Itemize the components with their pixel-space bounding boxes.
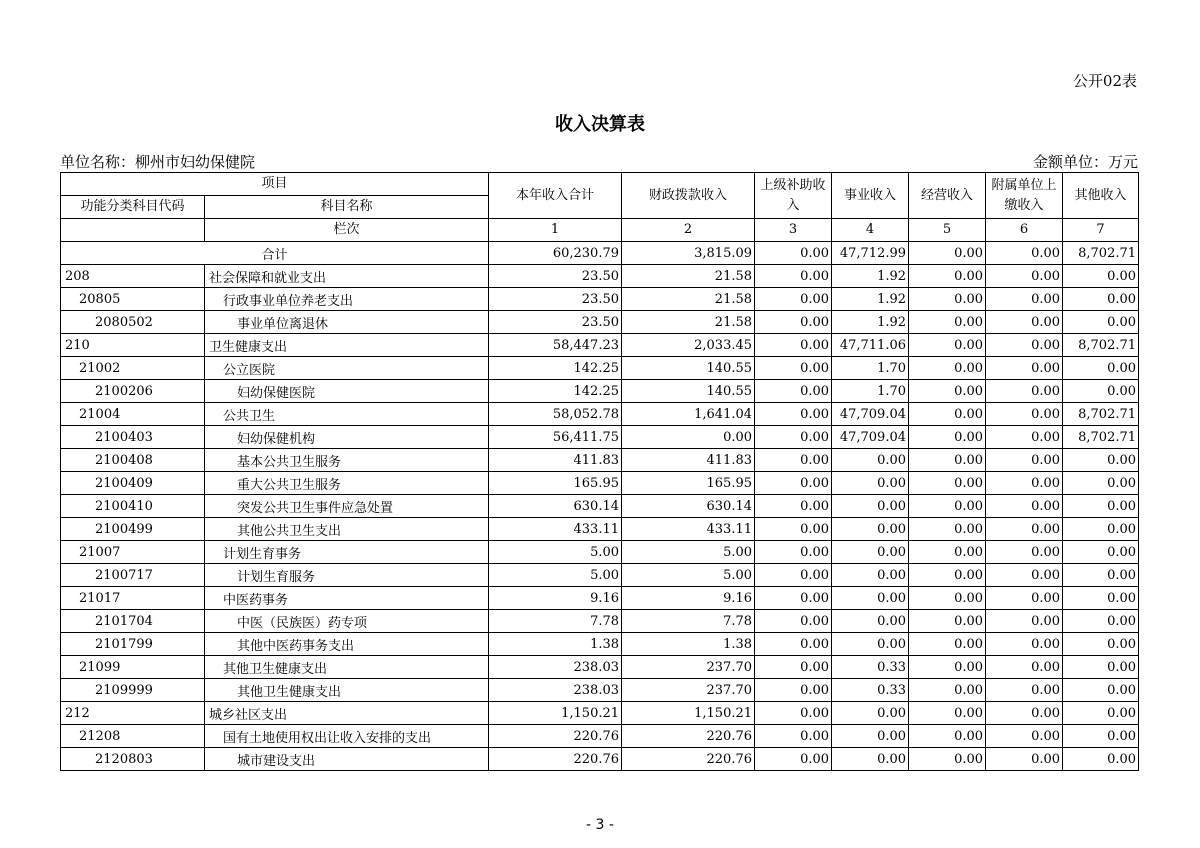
amount-cell: 0.00	[909, 426, 986, 449]
amount-cell: 142.25	[489, 380, 622, 403]
subject-name: 国有土地使用权出让收入安排的支出	[205, 725, 489, 748]
subject-name: 中医药事务	[205, 587, 489, 610]
amount-cell: 0.00	[986, 725, 1063, 748]
subject-name: 卫生健康支出	[205, 334, 489, 357]
subject-name: 妇幼保健机构	[205, 426, 489, 449]
unit-line	[60, 151, 1138, 172]
amount-cell: 0.00	[755, 334, 832, 357]
subject-code: 2100403	[61, 426, 205, 449]
unit-name: 单位名称：柳州市妇幼保健院	[60, 153, 256, 171]
amount-cell: 0.00	[755, 265, 832, 288]
amount-cell: 0.00	[1063, 656, 1139, 679]
amount-cell: 0.00	[986, 564, 1063, 587]
amount-cell: 58,447.23	[489, 334, 622, 357]
amount-cell: 0.00	[909, 725, 986, 748]
amount-cell: 0.00	[755, 702, 832, 725]
amount-cell: 0.00	[1063, 495, 1139, 518]
amount-cell: 220.76	[622, 725, 755, 748]
header-affiliated	[986, 173, 1063, 219]
subject-name: 城乡社区支出	[205, 702, 489, 725]
amount-cell: 0.00	[909, 633, 986, 656]
header-idx-2: 2	[622, 219, 755, 242]
subject-code: 2120803	[61, 748, 205, 771]
header-business: 事业收入	[832, 173, 909, 219]
total-row	[61, 242, 1139, 265]
amount-cell: 0.00	[755, 426, 832, 449]
amount-cell: 1,641.04	[622, 403, 755, 426]
amount-cell: 0.00	[986, 702, 1063, 725]
amount-cell: 630.14	[622, 495, 755, 518]
amount-cell: 0.00	[1063, 564, 1139, 587]
amount-cell: 0.00	[832, 610, 909, 633]
amount-cell: 0.00	[755, 380, 832, 403]
amount-cell: 5.00	[622, 541, 755, 564]
table-body	[61, 242, 1139, 771]
subject-code: 2101704	[61, 610, 205, 633]
amount-cell: 0.00	[986, 518, 1063, 541]
amount-cell: 0.00	[909, 265, 986, 288]
header-affiliated-line2: 缴收入	[1004, 197, 1044, 213]
amount-cell: 0.00	[986, 426, 1063, 449]
subject-code: 2109999	[61, 679, 205, 702]
amount-cell: 0.00	[755, 495, 832, 518]
amount-cell: 0.00	[755, 357, 832, 380]
amount-cell: 140.55	[622, 380, 755, 403]
header-fiscal: 财政拨款收入	[622, 173, 755, 219]
amount-cell: 0.00	[909, 334, 986, 357]
amount-cell: 9.16	[489, 587, 622, 610]
amount-cell: 0.00	[909, 610, 986, 633]
amount-cell: 0.00	[909, 518, 986, 541]
total-value: 47,712.99	[832, 242, 909, 265]
amount-cell: 0.00	[1063, 288, 1139, 311]
subject-name: 计划生育服务	[205, 564, 489, 587]
subject-name: 行政事业单位养老支出	[205, 288, 489, 311]
amount-cell: 8,702.71	[1063, 334, 1139, 357]
amount-cell: 220.76	[489, 748, 622, 771]
subject-code: 2100408	[61, 449, 205, 472]
subject-name: 其他中医药事务支出	[205, 633, 489, 656]
subject-name: 基本公共卫生服务	[205, 449, 489, 472]
amount-cell: 0.00	[909, 587, 986, 610]
amount-cell: 433.11	[622, 518, 755, 541]
table-row	[61, 449, 1139, 472]
amount-cell: 0.00	[1063, 472, 1139, 495]
amount-cell: 0.00	[909, 357, 986, 380]
header-idx-3: 3	[755, 219, 832, 242]
total-value: 0.00	[755, 242, 832, 265]
amount-cell: 21.58	[622, 288, 755, 311]
header-code: 功能分类科目代码	[61, 196, 205, 219]
table-row	[61, 633, 1139, 656]
header-idx-7: 7	[1063, 219, 1139, 242]
table-row	[61, 495, 1139, 518]
table-row	[61, 518, 1139, 541]
amount-cell: 0.00	[832, 633, 909, 656]
amount-cell: 0.00	[909, 702, 986, 725]
amount-cell: 8,702.71	[1063, 426, 1139, 449]
amount-cell: 2,033.45	[622, 334, 755, 357]
subject-code: 20805	[61, 288, 205, 311]
subject-code: 210	[61, 334, 205, 357]
subject-code: 2101799	[61, 633, 205, 656]
subject-code: 21208	[61, 725, 205, 748]
amount-cell: 0.00	[1063, 357, 1139, 380]
total-label: 合计	[61, 242, 489, 265]
amount-cell: 0.00	[1063, 265, 1139, 288]
subject-code: 21007	[61, 541, 205, 564]
amount-cell: 0.00	[1063, 587, 1139, 610]
table-row	[61, 472, 1139, 495]
amount-cell: 0.00	[986, 265, 1063, 288]
total-value: 0.00	[909, 242, 986, 265]
amount-cell: 0.00	[986, 633, 1063, 656]
page-number: - 3 -	[586, 817, 614, 833]
amount-cell: 0.00	[755, 311, 832, 334]
header-superior	[755, 173, 832, 219]
amount-cell: 5.00	[489, 564, 622, 587]
amount-cell: 1.38	[622, 633, 755, 656]
amount-cell: 0.33	[832, 679, 909, 702]
total-value: 0.00	[986, 242, 1063, 265]
subject-name: 突发公共卫生事件应急处置	[205, 495, 489, 518]
amount-cell: 1.92	[832, 288, 909, 311]
amount-cell: 140.55	[622, 357, 755, 380]
header-operating: 经营收入	[909, 173, 986, 219]
amount-cell: 0.00	[909, 449, 986, 472]
amount-cell: 0.00	[832, 748, 909, 771]
amount-cell: 0.00	[1063, 725, 1139, 748]
amount-cell: 9.16	[622, 587, 755, 610]
table-row	[61, 656, 1139, 679]
amount-cell: 165.95	[489, 472, 622, 495]
subject-code: 212	[61, 702, 205, 725]
subject-code: 2100717	[61, 564, 205, 587]
table-row	[61, 265, 1139, 288]
amount-cell: 0.00	[832, 564, 909, 587]
total-value: 60,230.79	[489, 242, 622, 265]
total-value: 3,815.09	[622, 242, 755, 265]
subject-name: 事业单位离退休	[205, 311, 489, 334]
amount-cell: 0.00	[755, 472, 832, 495]
amount-cell: 58,052.78	[489, 403, 622, 426]
amount-cell: 0.00	[832, 725, 909, 748]
subject-name: 计划生育事务	[205, 541, 489, 564]
table-row	[61, 403, 1139, 426]
subject-code: 2100206	[61, 380, 205, 403]
table-row	[61, 311, 1139, 334]
amount-cell: 0.00	[1063, 449, 1139, 472]
form-number: 公开02表	[1072, 72, 1137, 90]
amount-cell: 1.70	[832, 357, 909, 380]
header-item: 项目	[61, 173, 489, 196]
amount-cell: 237.70	[622, 679, 755, 702]
amount-cell: 0.00	[909, 380, 986, 403]
subject-name: 中医（民族医）药专项	[205, 610, 489, 633]
amount-cell: 0.00	[986, 472, 1063, 495]
amount-cell: 0.00	[909, 679, 986, 702]
amount-cell: 165.95	[622, 472, 755, 495]
amount-cell: 0.00	[909, 748, 986, 771]
table-row	[61, 334, 1139, 357]
subject-code: 21004	[61, 403, 205, 426]
subject-name: 城市建设支出	[205, 748, 489, 771]
header-blank	[61, 219, 205, 242]
header-superior-line2: 入	[786, 197, 800, 213]
header-superior-line1: 上级补助收	[760, 177, 826, 193]
subject-name: 其他公共卫生支出	[205, 518, 489, 541]
table-row	[61, 288, 1139, 311]
amount-cell: 0.00	[1063, 518, 1139, 541]
amount-cell: 0.00	[986, 334, 1063, 357]
table-row	[61, 426, 1139, 449]
table-row	[61, 564, 1139, 587]
subject-code: 21099	[61, 656, 205, 679]
header-name: 科目名称	[205, 196, 489, 219]
amount-cell: 5.00	[489, 541, 622, 564]
header-column-index: 栏次	[205, 219, 489, 242]
amount-cell: 1.92	[832, 311, 909, 334]
table-row	[61, 725, 1139, 748]
subject-code: 2080502	[61, 311, 205, 334]
subject-name: 其他卫生健康支出	[205, 656, 489, 679]
amount-cell: 0.00	[986, 288, 1063, 311]
table-header	[61, 173, 1139, 242]
amount-cell: 23.50	[489, 288, 622, 311]
amount-cell: 220.76	[622, 748, 755, 771]
amount-cell: 0.00	[1063, 610, 1139, 633]
amount-cell: 238.03	[489, 656, 622, 679]
amount-cell: 0.00	[755, 725, 832, 748]
amount-cell: 0.00	[1063, 380, 1139, 403]
amount-cell: 0.00	[755, 679, 832, 702]
amount-cell: 21.58	[622, 265, 755, 288]
amount-cell: 0.00	[755, 633, 832, 656]
amount-cell: 0.00	[832, 495, 909, 518]
amount-cell: 0.00	[755, 518, 832, 541]
income-final-account-table	[60, 172, 1139, 771]
header-other: 其他收入	[1063, 173, 1139, 219]
subject-name: 社会保障和就业支出	[205, 265, 489, 288]
amount-cell: 238.03	[489, 679, 622, 702]
amount-cell: 0.00	[1063, 748, 1139, 771]
amount-cell: 630.14	[489, 495, 622, 518]
table-row	[61, 357, 1139, 380]
subject-name: 公立医院	[205, 357, 489, 380]
amount-cell: 0.00	[986, 311, 1063, 334]
amount-cell: 220.76	[489, 725, 622, 748]
subject-name: 妇幼保健医院	[205, 380, 489, 403]
amount-cell: 47,709.04	[832, 426, 909, 449]
header-idx-5: 5	[909, 219, 986, 242]
amount-cell: 56,411.75	[489, 426, 622, 449]
table-row	[61, 587, 1139, 610]
amount-cell: 0.00	[755, 564, 832, 587]
amount-cell: 0.33	[832, 656, 909, 679]
amount-cell: 0.00	[986, 748, 1063, 771]
amount-cell: 0.00	[1063, 633, 1139, 656]
amount-cell: 0.00	[755, 656, 832, 679]
amount-cell: 0.00	[1063, 702, 1139, 725]
subject-name: 公共卫生	[205, 403, 489, 426]
header-total: 本年收入合计	[489, 173, 622, 219]
amount-cell: 0.00	[909, 311, 986, 334]
amount-cell: 0.00	[909, 472, 986, 495]
amount-cell: 8,702.71	[1063, 403, 1139, 426]
total-value: 8,702.71	[1063, 242, 1139, 265]
amount-cell: 7.78	[489, 610, 622, 633]
amount-cell: 0.00	[986, 679, 1063, 702]
amount-cell: 0.00	[986, 380, 1063, 403]
table-row	[61, 748, 1139, 771]
amount-cell: 0.00	[986, 357, 1063, 380]
amount-cell: 5.00	[622, 564, 755, 587]
amount-cell: 0.00	[909, 403, 986, 426]
amount-cell: 1.38	[489, 633, 622, 656]
amount-cell: 0.00	[832, 449, 909, 472]
header-idx-4: 4	[832, 219, 909, 242]
amount-cell: 0.00	[832, 541, 909, 564]
amount-cell: 0.00	[755, 610, 832, 633]
amount-cell: 0.00	[986, 610, 1063, 633]
header-idx-6: 6	[986, 219, 1063, 242]
subject-name: 其他卫生健康支出	[205, 679, 489, 702]
amount-cell: 0.00	[755, 449, 832, 472]
amount-cell: 0.00	[986, 495, 1063, 518]
amount-cell: 0.00	[755, 748, 832, 771]
amount-cell: 0.00	[832, 702, 909, 725]
table-row	[61, 679, 1139, 702]
amount-cell: 1.92	[832, 265, 909, 288]
table-row	[61, 610, 1139, 633]
header-affiliated-line1: 附属单位上	[991, 177, 1057, 193]
amount-cell: 1.70	[832, 380, 909, 403]
amount-cell: 237.70	[622, 656, 755, 679]
report-title: 收入决算表	[555, 114, 645, 135]
amount-cell: 0.00	[832, 518, 909, 541]
amount-cell: 0.00	[1063, 541, 1139, 564]
amount-cell: 0.00	[909, 541, 986, 564]
amount-cell: 1,150.21	[622, 702, 755, 725]
subject-code: 2100410	[61, 495, 205, 518]
amount-cell: 0.00	[986, 541, 1063, 564]
header-idx-1: 1	[489, 219, 622, 242]
amount-cell: 7.78	[622, 610, 755, 633]
amount-cell: 47,711.06	[832, 334, 909, 357]
amount-cell: 0.00	[832, 472, 909, 495]
table-row	[61, 541, 1139, 564]
amount-cell: 0.00	[755, 587, 832, 610]
amount-cell: 0.00	[909, 564, 986, 587]
amount-cell: 0.00	[1063, 311, 1139, 334]
amount-cell: 0.00	[986, 449, 1063, 472]
amount-cell: 0.00	[909, 656, 986, 679]
amount-cell: 411.83	[622, 449, 755, 472]
amount-cell: 0.00	[909, 495, 986, 518]
amount-cell: 0.00	[755, 541, 832, 564]
table-row	[61, 702, 1139, 725]
subject-code: 2100409	[61, 472, 205, 495]
amount-cell: 0.00	[755, 403, 832, 426]
amount-cell: 47,709.04	[832, 403, 909, 426]
amount-cell: 0.00	[986, 587, 1063, 610]
amount-cell: 411.83	[489, 449, 622, 472]
subject-code: 21002	[61, 357, 205, 380]
amount-cell: 433.11	[489, 518, 622, 541]
amount-cell: 142.25	[489, 357, 622, 380]
table-row	[61, 380, 1139, 403]
subject-code: 208	[61, 265, 205, 288]
amount-cell: 0.00	[1063, 679, 1139, 702]
amount-cell: 0.00	[755, 288, 832, 311]
amount-cell: 23.50	[489, 265, 622, 288]
amount-cell: 0.00	[832, 587, 909, 610]
subject-name: 重大公共卫生服务	[205, 472, 489, 495]
subject-code: 2100499	[61, 518, 205, 541]
amount-cell: 0.00	[986, 656, 1063, 679]
amount-cell: 23.50	[489, 311, 622, 334]
amount-unit: 金额单位：万元	[1032, 153, 1138, 171]
subject-code: 21017	[61, 587, 205, 610]
amount-cell: 0.00	[909, 288, 986, 311]
amount-cell: 21.58	[622, 311, 755, 334]
amount-cell: 0.00	[986, 403, 1063, 426]
amount-cell: 0.00	[622, 426, 755, 449]
amount-cell: 1,150.21	[489, 702, 622, 725]
